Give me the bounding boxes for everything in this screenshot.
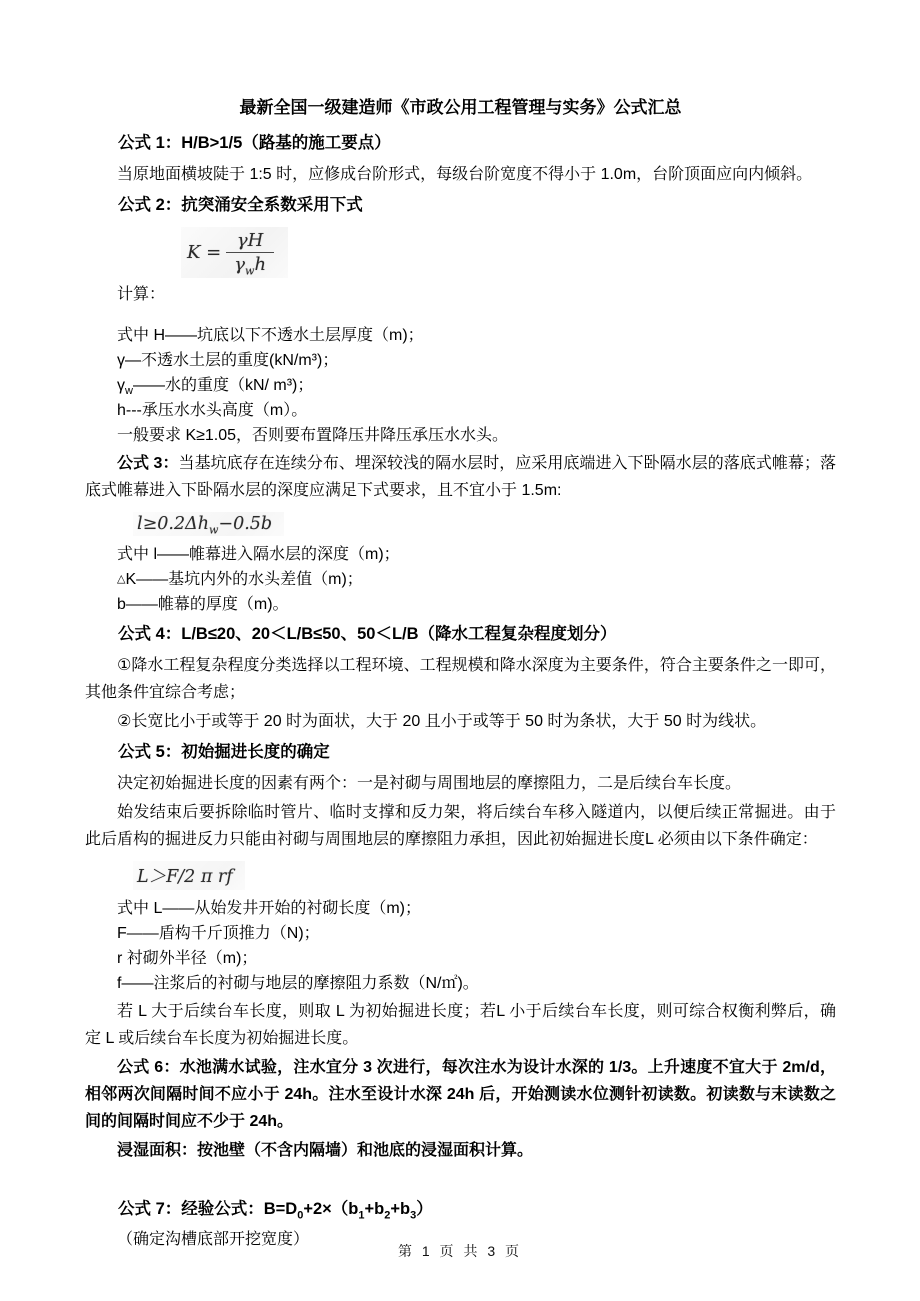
formula3-def-l: 式中 l——帷幕进入隔水层的深度（m)； [117, 546, 400, 563]
formula7-mid3: +b [390, 1200, 411, 1218]
formula5-heading: 公式 5：初始掘进长度的确定 [118, 743, 330, 761]
formula7-sub2: 2 [384, 1209, 391, 1222]
formula-image-safety-factor [181, 227, 288, 278]
formula5-para1: 决定初始掘进长度的因素有两个：一是衬砌与周围地层的摩擦阻力，二是后续台车长度。 [117, 775, 742, 792]
calc-label: 计算： [117, 286, 166, 303]
delta-icon: △ [117, 573, 126, 585]
formula2-def-gamma-w [85, 373, 836, 398]
formula-k-row [187, 230, 274, 278]
formula7-heading [85, 1196, 836, 1223]
formula5-def-f: f——注浆后的衬砌与地层的摩擦阻力系数（N/㎡)。 [117, 975, 479, 992]
formula-k-numerator: γH [226, 230, 274, 253]
formula3-label: 公式 3： [117, 455, 179, 472]
formula1-heading: 公式 1：H/B>1/5（路基的施工要点） [118, 134, 391, 152]
formula5-para3: 若 L 大于后续台车长度，则取 L 为初始掘进长度；若L 小于后续台车长度，则可综合权衡利弊后，确定 L 或后续台车长度为初始掘进长度。 [85, 1003, 836, 1047]
formula7-sub1: 1 [358, 1209, 365, 1222]
formula7-note: （确定沟槽底部开挖宽度） [117, 1231, 310, 1248]
gamma-w-symbol: γ [117, 377, 125, 394]
curtain-expr-p1: l≥0.2Δh [137, 514, 209, 534]
formula-k-den-sub: w [245, 264, 255, 278]
formula6-wet-area: 浸湿面积：按池壁（不含内隔墙）和池底的浸湿面积计算。 [117, 1142, 534, 1159]
formula3-def-dk [85, 567, 836, 592]
formula-image-initial-drive-length: L＞F/2 π rf [133, 861, 245, 890]
curtain-expr-p2: −0.5b [218, 514, 273, 534]
spacer [85, 1166, 836, 1192]
formula3-paragraph [85, 450, 836, 504]
curtain-expr-sub: w [209, 523, 219, 537]
formula3-def-b: b——帷幕的厚度（m)。 [117, 596, 289, 613]
formula-k-den-gamma: γ [234, 254, 246, 275]
formula7-mid2: +b [364, 1200, 385, 1218]
formula5-para2: 始发结束后要拆除临时管片、临时支撑和反力架，将后续台车移入隧道内，以便后续正常掘进。由于此后盾构的掘进反力只能由衬砌与周围地层的摩擦阻力承担，因此初始掘进长度L 必须由以下条件确定： [85, 804, 836, 848]
formula2-def-gamma: γ—不透水土层的重度(kN/m³)； [117, 352, 339, 369]
formula7-sub0: 0 [297, 1209, 304, 1222]
formula-k-den-h: h [254, 254, 267, 275]
doc-title: 最新全国一级建造师《市政公用工程管理与实务》公式汇总 [239, 98, 682, 117]
formula-k-denominator [226, 253, 274, 278]
formula6-paragraph: 公式 6：水池满水试验，注水宜分 3 次进行，每次注水为设计水深的 1/3。上升速度不宜大于 2m/d，相邻两次间隔时间不应小于 24h。注水至设计水深 24h 后，开始测读水位测针初读数。初读数与末读数之间的间隔时间应不少于 24h。 [85, 1059, 836, 1130]
formula2-heading: 公式 2：抗突涌安全系数采用下式 [118, 196, 363, 214]
formula4-item2: ②长宽比小于或等于 20 时为面状，大于 20 且小于或等于 50 时为条状，大于 50 时为线状。 [117, 713, 767, 730]
formula2-def-h: h---承压水水头高度（m）。 [117, 402, 308, 419]
formula-k-lhs: K = [187, 242, 222, 263]
formula7-mid1: +2×（b [303, 1200, 359, 1218]
formula4-heading: 公式 4：L/B≤20、20＜L/B≤50、50＜L/B（降水工程复杂程度划分） [118, 625, 617, 643]
formula3-body: 当基坑底存在连续分布、埋深较浅的隔水层时，应采用底端进入下卧隔水层的落底式帷幕；落底式帷幕进入下卧隔水层的深度应满足下式要求，且不宜小于 1.5m: [85, 455, 836, 499]
formula2-def-H: 式中 H——坑底以下不透水土层厚度（m)； [117, 327, 424, 344]
formula7-suffix: ） [416, 1200, 433, 1218]
page-number-footer: 第 1 页 共 3 页 [397, 1243, 523, 1259]
formula5-def-F: F——盾构千斤顶推力（N)； [117, 925, 320, 942]
formula5-def-L: 式中 L——从始发井开始的衬砌长度（m)； [117, 900, 422, 917]
formula5-def-r: r 衬砌外半径（m)； [117, 950, 258, 967]
formula-image-curtain-depth [133, 512, 284, 536]
formula3-def-dk-text: K——基坑内外的水头差值（m)； [125, 571, 363, 588]
formula4-item1: ①降水工程复杂程度分类选择以工程环境、工程规模和降水深度为主要条件，符合主要条件之一即可，其他条件宜综合考虑； [85, 657, 836, 701]
formula2-note: 一般要求 K≥1.05，否则要布置降压井降压承压水水头。 [117, 427, 509, 444]
spacer [85, 307, 836, 323]
gamma-w-text: ——水的重度（kN/ m³)； [132, 377, 314, 394]
formula7-sub3: 3 [410, 1209, 417, 1222]
formula3-expr-wrap [85, 506, 836, 542]
gamma-w-subscript: w [125, 385, 133, 398]
formula5-expr-wrap [85, 855, 836, 896]
formula-k-fraction [226, 230, 274, 278]
formula7-prefix: 公式 7：经验公式：B=D [118, 1200, 298, 1218]
formula1-body: 当原地面横坡陡于 1:5 时，应修成台阶形式，每级台阶宽度不得小于 1.0m，台阶顶面应向内倾斜。 [117, 166, 813, 183]
